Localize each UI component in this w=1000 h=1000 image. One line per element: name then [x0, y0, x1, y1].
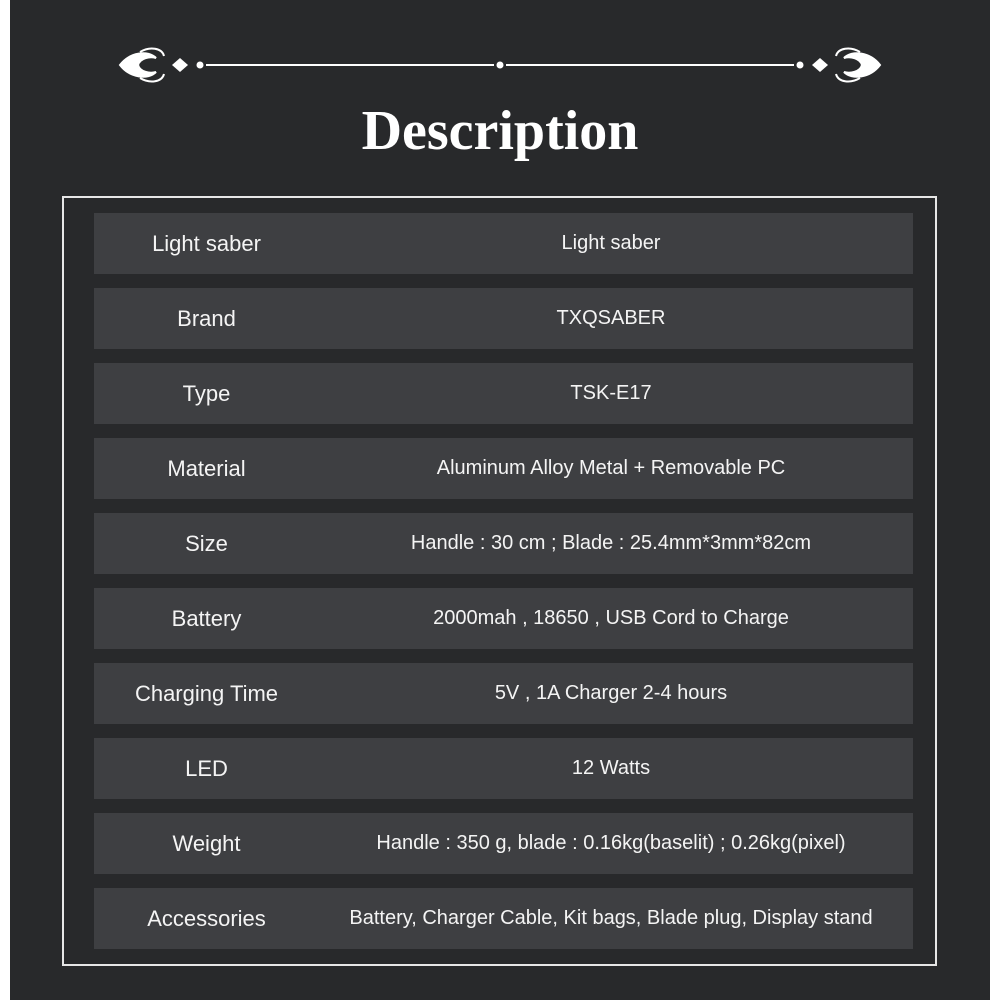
spec-label: Brand [177, 305, 236, 331]
spec-value: Handle : 350 g, blade : 0.16kg(baselit) ; 0.26kg(pixel) [376, 832, 846, 854]
spec-value: TSK-E17 [570, 382, 652, 404]
spec-label: Light saber [152, 230, 261, 256]
table-row [94, 588, 913, 649]
table-row [94, 513, 913, 574]
spec-label: LED [185, 755, 228, 781]
spec-value: Aluminum Alloy Metal + Removable PC [436, 457, 786, 479]
spec-value: TXQSABER [556, 307, 666, 329]
table-row [94, 888, 913, 949]
table-row [94, 738, 913, 799]
spec-label: Battery [171, 605, 242, 631]
spec-value: 2000mah , 18650 , USB Cord to Charge [433, 607, 789, 629]
spec-label: Weight [172, 830, 241, 856]
table-row [94, 813, 913, 874]
spec-value: Battery, Charger Cable, Kit bags, Blade plug, Display stand [349, 907, 873, 929]
spec-label: Size [185, 530, 228, 556]
spec-value: Light saber [561, 232, 661, 254]
table-row [94, 288, 913, 349]
spec-value: 5V , 1A Charger 2-4 hours [494, 682, 728, 704]
table-row [94, 438, 913, 499]
table-row [94, 213, 913, 274]
table-row [94, 663, 913, 724]
spec-value: 12 Watts [571, 757, 651, 779]
spec-label: Type [182, 380, 231, 406]
table-row [94, 363, 913, 424]
page-title: Description [361, 100, 639, 162]
spec-table [94, 213, 913, 963]
spec-label: Accessories [147, 905, 266, 931]
description-page [10, 0, 990, 1000]
decorative-divider-icon [110, 40, 890, 90]
spec-label: Material [167, 455, 246, 481]
spec-value: Handle : 30 cm ; Blade : 25.4mm*3mm*82cm [410, 532, 812, 554]
spec-label: Charging Time [134, 680, 279, 706]
